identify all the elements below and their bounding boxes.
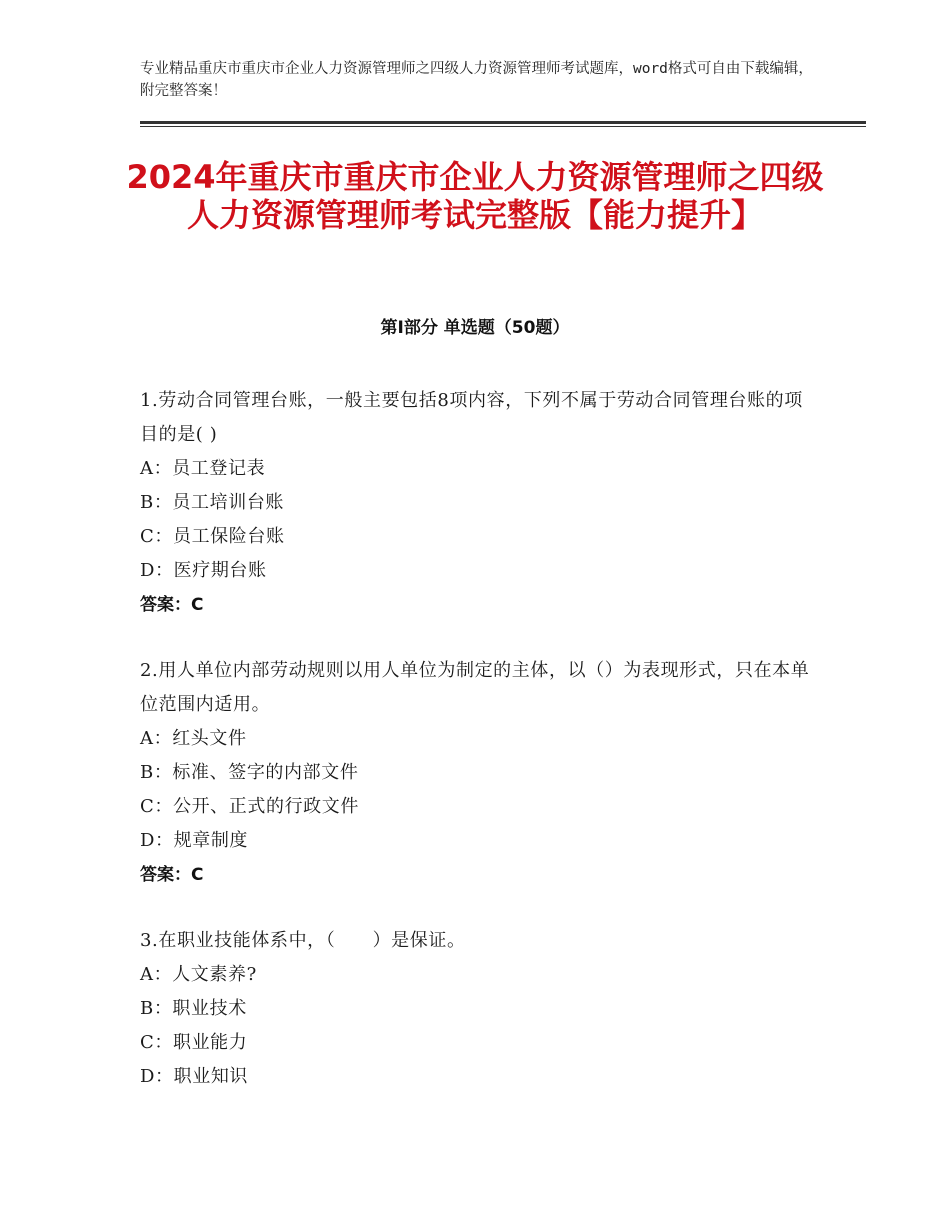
option-b: B：职业技术	[140, 998, 247, 1019]
document-title: 2024年重庆市重庆市企业人力资源管理师之四级人力资源管理师考试完整版【能力提升】	[126, 158, 824, 234]
section-title: 第Ⅰ部分 单选题（50题）	[380, 318, 570, 338]
question-stem: 2.用人单位内部劳动规则以用人单位为制定的主体，以（）为表现形式，只在本单位范围内适用。	[140, 660, 810, 715]
option-c: C：公开、正式的行政文件	[140, 796, 359, 817]
question-3	[140, 924, 810, 1094]
question-list	[140, 384, 810, 1126]
question-1	[140, 384, 810, 622]
header-note: 专业精品重庆市重庆市企业人力资源管理师之四级人力资源管理师考试题库，word格式可自由下载编辑，附完整答案！	[140, 61, 813, 99]
header-divider-thick	[140, 121, 866, 124]
option-d: D：医疗期台账	[140, 560, 267, 581]
header-divider-thin	[140, 126, 866, 127]
option-c: C：员工保险台账	[140, 526, 285, 547]
question-stem: 3.在职业技能体系中，（ ）是保证。	[140, 930, 466, 951]
option-d: D：职业知识	[140, 1066, 249, 1087]
option-b: B：标准、签字的内部文件	[140, 762, 359, 783]
option-a: A：红头文件	[140, 728, 247, 749]
option-a: A：员工登记表	[140, 458, 266, 479]
answer: 答案：C	[140, 595, 204, 615]
question-2	[140, 654, 810, 892]
option-c: C：职业能力	[140, 1032, 248, 1053]
answer: 答案：C	[140, 865, 204, 885]
option-d: D：规章制度	[140, 830, 249, 851]
option-a: A：人文素养?	[140, 964, 257, 985]
option-b: B：员工培训台账	[140, 492, 285, 513]
question-stem: 1.劳动合同管理台账，一般主要包括8项内容，下列不属于劳动合同管理台账的项目的是( )	[140, 390, 803, 445]
